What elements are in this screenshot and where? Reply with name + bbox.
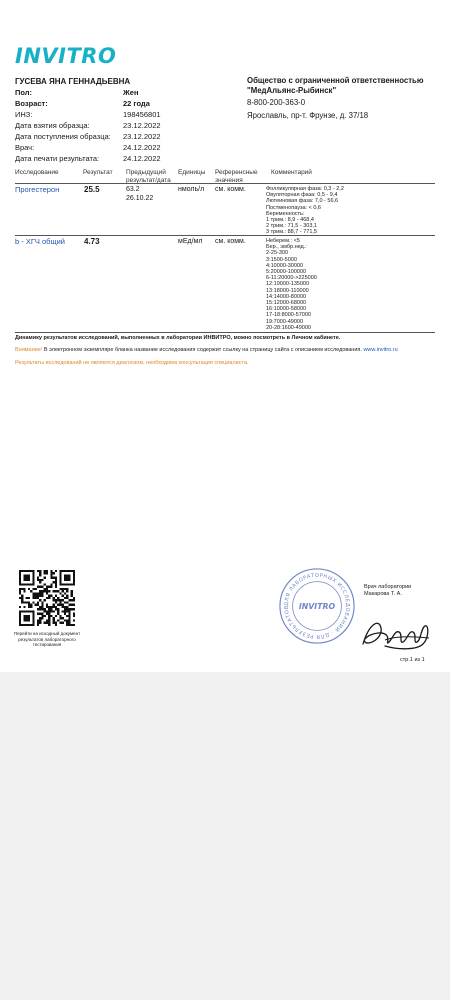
- comment-line: Фолликулярная фаза: 0,3 - 2,2: [266, 186, 344, 192]
- comment-line: 4:10000-30000: [266, 262, 304, 269]
- comment-progesterone: [266, 186, 344, 236]
- dynamics-note: Динамику результатов исследований, выполненных в лаборатории ИНВИТРО, можно посмотреть в Личном кабинете.: [15, 335, 341, 341]
- reference-hcg: см. комм.: [215, 238, 246, 245]
- comment-line: 3:1500-5000: [266, 256, 297, 263]
- disclaimer: Результаты исследований не являются диагнозом, необходима консультация специалиста.: [15, 360, 249, 366]
- org-name-line1: Общество с ограниченной ответственностью: [247, 76, 424, 85]
- comment-line: 15:12000-68000: [266, 300, 307, 307]
- reference-progesterone: см. комм.: [215, 186, 246, 193]
- previous-value-progesterone: 63.2: [126, 186, 140, 193]
- page-number: стр.1 из 1: [400, 657, 425, 663]
- col-header-reference: [215, 169, 258, 184]
- comment-line: 6-11:20000->225000: [266, 275, 317, 282]
- comment-line: 20-28:1600-49000: [266, 324, 311, 331]
- laboratory-stamp: [278, 567, 356, 645]
- comment-line: 17-18:8000-57000: [266, 312, 311, 319]
- attention-text: В электронном экземпляре бланка название исследования содержит ссылку на страницу сайта с описанием исследования.: [42, 347, 364, 353]
- comment-line: 2-25-300: [266, 250, 289, 257]
- attention-note: [15, 347, 398, 353]
- invitro-logo: INVITRO: [15, 44, 117, 68]
- doctor-label: Врач:: [15, 143, 35, 152]
- doctor-value: 24.12.2022: [123, 143, 161, 152]
- sample-received-value: 23.12.2022: [123, 132, 161, 141]
- sample-taken-value: 23.12.2022: [123, 121, 161, 130]
- qr-code[interactable]: [19, 570, 75, 626]
- test-name-progesterone[interactable]: Прогестерон: [15, 185, 60, 194]
- invitro-site-link[interactable]: www.invitro.ru: [363, 347, 398, 353]
- col-header-previous-line1: Предыдущий: [126, 169, 166, 176]
- age-value: 22 года: [123, 99, 150, 108]
- inz-label: ИНЗ:: [15, 110, 33, 119]
- print-date-value: 24.12.2022: [123, 154, 161, 163]
- units-progesterone: нмоль/л: [178, 186, 205, 193]
- stamp-center-text: INVITRO: [298, 601, 336, 611]
- sex-label: Пол:: [15, 88, 33, 97]
- col-header-reference-line1: Референсные: [215, 169, 258, 176]
- org-phone: 8-800-200-363-0: [247, 98, 306, 107]
- col-header-previous-line2: результат/дата: [126, 176, 171, 184]
- table-bottom-divider: [15, 332, 435, 333]
- signer-role: Врач лаборатории: [364, 584, 412, 590]
- comment-line: 5:20000-100000: [266, 269, 307, 276]
- table-row-divider: [15, 235, 435, 236]
- result-value-progesterone: 25.5: [84, 185, 100, 194]
- sample-taken-label: Дата взятия образца:: [15, 121, 90, 130]
- print-date-label: Дата печати результата:: [15, 154, 100, 163]
- col-header-test: Исследование: [15, 169, 59, 176]
- col-header-comment: Комментарий: [271, 169, 312, 176]
- signer-block: [364, 584, 411, 598]
- comment-line: 3 трим.: 88,7 - 771,5: [266, 229, 317, 236]
- org-address: Ярославль, пр-т. Фрунзе, д. 37/18: [247, 110, 369, 120]
- comment-line: 2 трим.: 71,5 - 303,1: [266, 223, 317, 230]
- table-header-divider: [15, 183, 435, 184]
- stamp-ring-text: ДЛЯ ЛАБОРАТОРНЫХ ИССЛЕДОВАНИЙ · ДЛЯ РЕЗУЛЬТАТОВ: [283, 572, 351, 640]
- comment-hcg: [266, 238, 317, 331]
- attention-label: Внимание!: [15, 347, 43, 353]
- sample-received-label: Дата поступления образца:: [15, 132, 111, 141]
- comment-line: 12:19000-135000: [266, 281, 310, 288]
- comment-line: Лютеиновая фаза: 7,0 - 56,6: [266, 198, 339, 205]
- col-header-reference-line2: значения: [215, 176, 243, 184]
- organization-block: [247, 76, 437, 120]
- patient-name: ГУСЕВА ЯНА ГЕННАДЬЕВНА: [15, 77, 131, 86]
- col-header-result: Результат: [83, 169, 113, 176]
- result-value-hcg: 4.73: [84, 237, 100, 246]
- test-name-hcg[interactable]: b - ХГЧ общий: [15, 237, 65, 246]
- comment-line: Беременность:: [266, 210, 305, 217]
- comment-line: 1 трим.: 8,9 - 468,4: [266, 217, 314, 224]
- comment-line: 19:7000-49000: [266, 318, 304, 325]
- comment-line: 16:10000-58000: [266, 306, 307, 313]
- sex-value: Жен: [123, 88, 139, 97]
- col-header-previous: [126, 169, 171, 184]
- comment-line: Овуляторная фаза: 0,5 - 9,4: [266, 192, 338, 199]
- qr-caption: Перейти на исходный документ результатов лабораторного тестирования: [13, 631, 81, 647]
- comment-line: 14:14000-80000: [266, 293, 307, 300]
- org-name-line2: "МедАльянс-Рыбинск": [247, 85, 337, 95]
- col-header-units: Единицы: [178, 169, 206, 176]
- age-label: Возраст:: [15, 99, 48, 108]
- comment-line: Неберем.: <5: [266, 238, 300, 244]
- comment-line: Бер., эмбр.нед.:: [266, 244, 307, 251]
- comment-line: Постменопауза: < 0,6: [266, 204, 321, 211]
- inz-value: 198456801: [123, 110, 161, 119]
- previous-date-progesterone: 26.10.22: [126, 195, 154, 202]
- handwritten-signature: [355, 612, 435, 656]
- signer-name: Макарова Т. А.: [364, 591, 402, 597]
- comment-line: 13:18000-110000: [266, 287, 309, 294]
- units-hcg: мЕд/мл: [178, 238, 203, 245]
